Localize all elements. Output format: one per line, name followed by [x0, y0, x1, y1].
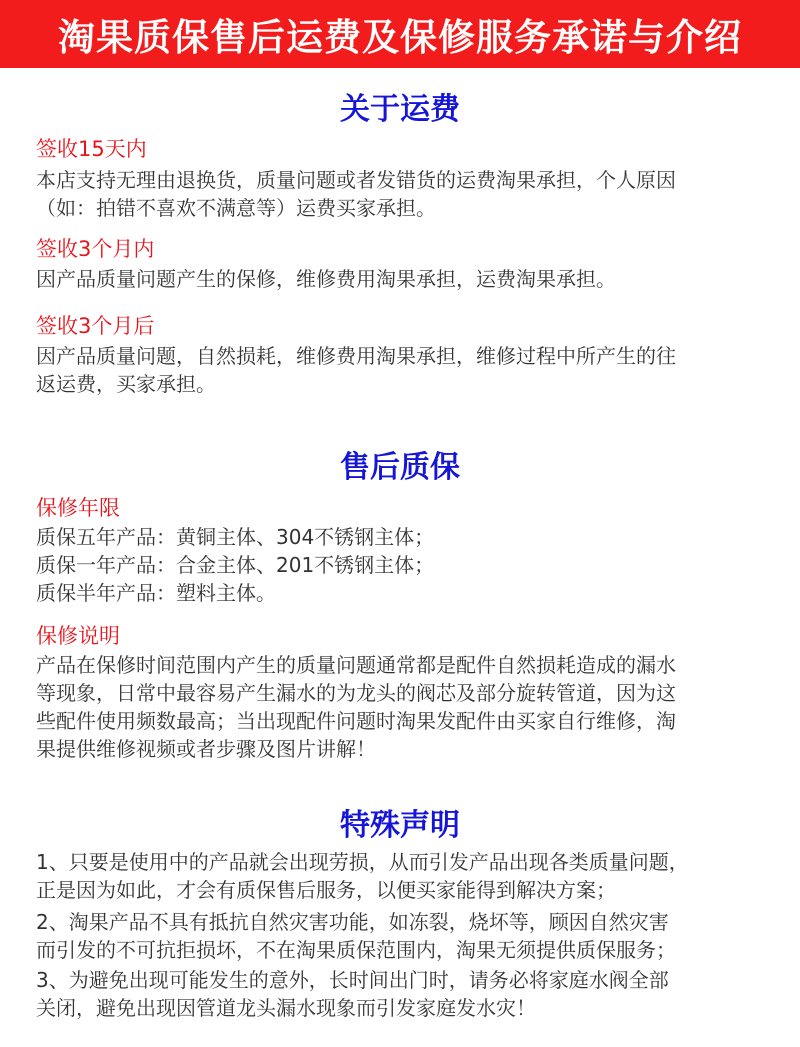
text-line: 1、只要是使用中的产品就会出现劳损，从而引发产品出现各类质量问题，: [36, 850, 689, 874]
page-banner: [0, 0, 800, 68]
warranty-notes-text: [36, 651, 776, 763]
section-title-shipping: 关于运费: [340, 92, 460, 127]
text-line: 2、淘果产品不具有抵抗自然灾害功能，如冻裂，烧坏等，顾因自然灾害: [36, 910, 669, 934]
text-line: 而引发的不可抗拒损坏，不在淘果质保范围内，淘果无须提供质保服务；: [36, 938, 676, 962]
text-line: 因产品质量问题，自然损耗，维修费用淘果承担，维修过程中所产生的往: [36, 344, 676, 368]
statement-item-1: [36, 848, 776, 904]
text-line: （如：拍错不喜欢不满意等）运费买家承担。: [36, 196, 436, 220]
shipping-label-15days: 签收15天内: [36, 137, 147, 161]
statement-item-3: [36, 966, 776, 1022]
text-line: 关闭，避免出现因管道龙头漏水现象而引发家庭发水灾！: [36, 996, 536, 1020]
warranty-period-text: [36, 523, 776, 607]
section-title-warranty: 售后质保: [340, 450, 460, 485]
text-line: 等现象，日常中最容易产生漏水的为龙头的阀芯及部分旋转管道，因为这: [36, 681, 676, 705]
banner-title: 淘果质保售后运费及保修服务承诺与介绍: [58, 16, 742, 59]
shipping-text-3months: [36, 265, 776, 293]
warranty-period-label: 保修年限: [36, 496, 120, 520]
text-line: 些配件使用频数最高；当出现配件问题时淘果发配件由买家自行维修，淘: [36, 709, 676, 733]
statement-item-2: [36, 908, 776, 964]
warranty-notes-label: 保修说明: [36, 624, 120, 648]
text-line: 产品在保修时间范围内产生的质量问题通常都是配件自然损耗造成的漏水: [36, 653, 676, 677]
section-title-statement: 特殊声明: [340, 808, 460, 843]
shipping-text-15days: [36, 166, 776, 222]
text-line: 正是因为如此，才会有质保售后服务，以便买家能得到解决方案；: [36, 878, 616, 902]
text-line: 质保一年产品：合金主体、201不锈钢主体；: [36, 553, 435, 577]
text-line: 返运费，买家承担。: [36, 372, 216, 396]
text-line: 本店支持无理由退换货，质量问题或者发错货的运费淘果承担，个人原因: [36, 168, 676, 192]
text-line: 3、为避免出现可能发生的意外，长时间出门时，请务必将家庭水阀全部: [36, 968, 669, 992]
text-line: 果提供维修视频或者步骤及图片讲解！: [36, 737, 376, 761]
shipping-label-after-3months: 签收3个月后: [36, 314, 155, 338]
text-line: 质保半年产品：塑料主体。: [36, 581, 276, 605]
text-line: 因产品质量问题产生的保修，维修费用淘果承担，运费淘果承担。: [36, 267, 616, 291]
shipping-label-3months: 签收3个月内: [36, 237, 155, 261]
shipping-text-after-3months: [36, 342, 776, 398]
text-line: 质保五年产品：黄铜主体、304不锈钢主体；: [36, 525, 435, 549]
